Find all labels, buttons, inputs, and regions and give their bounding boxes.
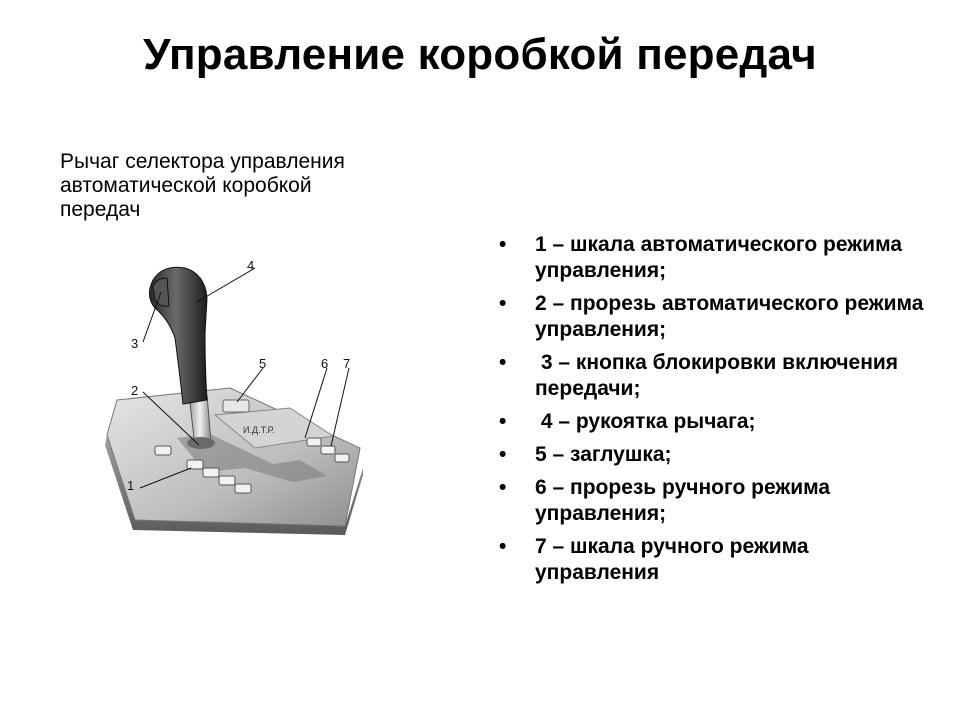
- callout-1: 1: [127, 478, 135, 493]
- list-item: [495, 442, 925, 468]
- legend-item-6: 6 – прорезь ручного режима управления;: [535, 476, 836, 525]
- legend-item-7: 7 – шкала ручного режима управления: [535, 535, 815, 584]
- callout-5: 5: [259, 356, 267, 371]
- list-item: [495, 475, 925, 527]
- caption-line: передач: [60, 198, 141, 221]
- slide-title: Управление коробкой передач: [143, 30, 817, 79]
- figure-caption: [60, 150, 480, 222]
- caption-line: Рычаг селектора управления: [60, 150, 345, 173]
- legend-item-5: 5 – заглушка;: [535, 443, 672, 466]
- callout-6: 6: [321, 356, 329, 371]
- legend-item-4: 4 – рукоятка рычага;: [535, 410, 756, 433]
- callout-2: 2: [131, 383, 139, 398]
- callout-3: 3: [131, 336, 139, 351]
- caption-line: автоматической коробкой: [60, 174, 312, 197]
- list-item: [495, 409, 925, 435]
- list-item: [495, 232, 925, 284]
- plate-label: И.Д.Т.Р.: [243, 425, 275, 435]
- gear-selector-illustration: [95, 250, 385, 540]
- legend-item-2: 2 – прорезь автоматического режима управления;: [535, 292, 930, 341]
- blanking-plug: [223, 400, 249, 412]
- list-item: [495, 350, 925, 402]
- legend-list: [495, 232, 930, 593]
- callout-4: 4: [247, 258, 255, 273]
- legend-item-3: 3 – кнопка блокировки включения передачи;: [535, 351, 904, 400]
- legend-item-1: 1 – шкала автоматического режима управления;: [535, 233, 908, 282]
- list-item: [495, 291, 930, 343]
- callout-7: 7: [343, 356, 351, 371]
- list-item: [495, 534, 925, 586]
